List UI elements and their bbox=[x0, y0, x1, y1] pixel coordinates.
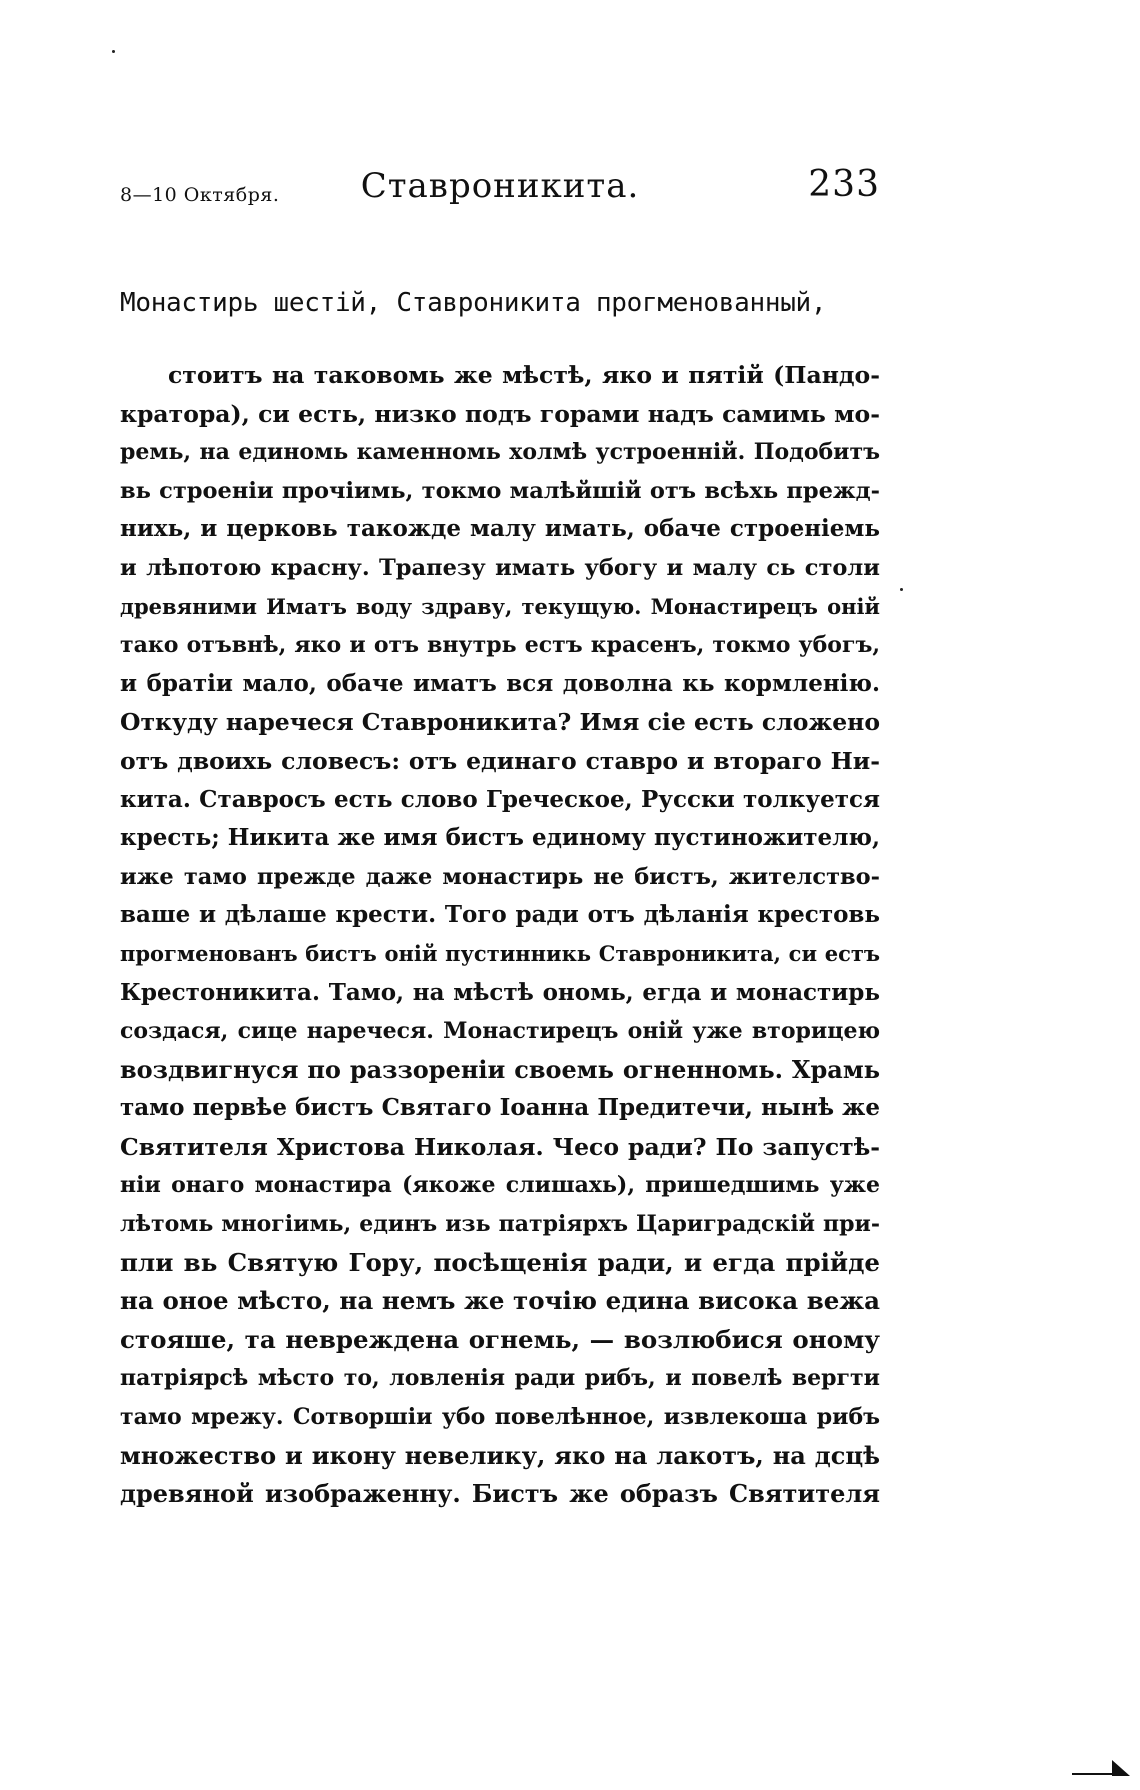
text-line: ремь, на единомь каменномь холмѣ устроенній. Подобитъ bbox=[120, 439, 880, 466]
text-line: тако отъвнѣ, яко и отъ внутрь естъ красенъ, токмо убогъ, bbox=[120, 632, 880, 659]
text-line: ваше и дѣлаше крести. Того ради отъ дѣланія крестовь bbox=[120, 901, 880, 929]
text-line: лѣтомь многіимь, единъ изь патріярхъ Цариградскій при- bbox=[120, 1211, 880, 1238]
text-line: кресть; Никита же имя бистъ единому пустиножителю, bbox=[120, 824, 880, 852]
text-line: множество и икону невелику, яко на лакотъ, на дсцѣ bbox=[120, 1440, 880, 1470]
text-line: Крестоникита. Тамо, на мѣстѣ ономь, егда и монастирь bbox=[120, 978, 880, 1006]
text-line: кита. Ставросъ есть слово Греческое, Русски толкуется bbox=[120, 785, 880, 813]
text-line: вь строеніи прочіимь, токмо малѣйшій отъ всѣхь прежд- bbox=[120, 477, 880, 504]
text-line: и лѣпотою красну. Трапезу имать убогу и малу сь столи bbox=[120, 554, 880, 581]
body-text bbox=[120, 356, 880, 1514]
text-line: древяной изображенну. Бистъ же образъ Святителя bbox=[120, 1479, 880, 1509]
section-heading: Монастирь шестій, Ставроникита прогменованный, bbox=[120, 288, 827, 318]
text-line: ніи онаго монастира (якоже слишахь), пришедшимь уже bbox=[120, 1172, 880, 1199]
text-line: воздвигнуся по раззореніи своемь огненномь. Храмь bbox=[120, 1054, 880, 1084]
running-date: 8—10 Октября. bbox=[120, 184, 280, 206]
text-line: Откуду наречеся Ставроникита? Имя сіе есть сложено bbox=[120, 708, 880, 737]
page-number: 233 bbox=[808, 164, 880, 205]
running-header bbox=[120, 162, 880, 212]
text-line: прогменованъ бистъ оній пустинникь Ставроникита, си естъ bbox=[120, 940, 880, 966]
text-line: патріярсѣ мѣсто то, ловленія ради рибъ, и повелѣ вергти bbox=[120, 1365, 880, 1392]
text-line: создася, сице наречеся. Монастирецъ оній уже вторицею bbox=[120, 1018, 880, 1045]
text-line: стоитъ на таковомь же мѣстѣ, яко и пятій (Пандо- bbox=[168, 361, 880, 389]
text-line: нихь, и церковь такожде малу имать, обаче строеніемь bbox=[120, 515, 880, 543]
text-line: Святителя Христова Николая. Чесо ради? По запустѣ- bbox=[120, 1132, 880, 1161]
text-line: стояше, та невреждена огнемь, — возлюбися оному bbox=[120, 1324, 880, 1354]
text-line: древяними Иматъ воду здраву, текущую. Монастирецъ оній bbox=[120, 593, 880, 619]
text-line: кратора), си есть, низко подъ горами надъ самимь мо- bbox=[120, 399, 880, 428]
text-line: пли вь Святую Гору, посѣщенія ради, и егда прійде bbox=[120, 1247, 880, 1277]
margin-dot-right bbox=[900, 588, 903, 591]
text-line: иже тамо прежде даже монастирь не бистъ, жителство- bbox=[120, 863, 880, 890]
text-line: и братіи мало, обаче иматъ вся доволна кь кормленію. bbox=[120, 669, 880, 697]
text-line: тамо мрежу. Сотворшіи убо повелѣнное, извлекоша рибъ bbox=[120, 1404, 880, 1431]
running-title: Ставроникита. bbox=[360, 166, 640, 206]
page-corner-arrow-icon bbox=[1072, 1754, 1132, 1780]
text-line: отъ двоихь словесъ: отъ единаго ставро и втораго Ни- bbox=[120, 746, 880, 775]
text-line: на оное мѣсто, на немъ же точію едина висока вежа bbox=[120, 1286, 880, 1316]
margin-dot-top bbox=[112, 50, 115, 53]
text-line: тамо первѣе бистъ Святаго Іоанна Предитечи, нынѣ же bbox=[120, 1094, 880, 1122]
